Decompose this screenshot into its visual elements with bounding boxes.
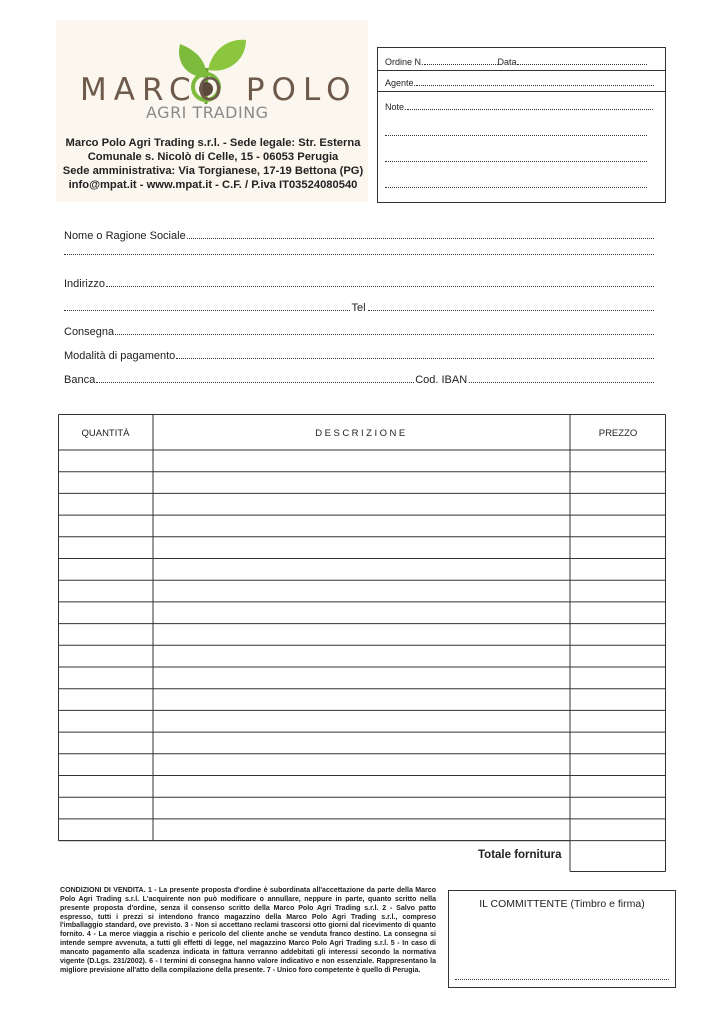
total-label: Totale fornitura — [478, 849, 562, 861]
column-header-description: DESCRIZIONE — [315, 428, 408, 439]
agent-row[interactable] — [378, 78, 665, 88]
address-tel-field[interactable] — [64, 302, 654, 314]
items-table-grid — [58, 414, 666, 872]
delivery-label: Consegna — [64, 326, 115, 338]
note-label: Note. — [385, 102, 407, 112]
signature-box[interactable] — [448, 890, 676, 988]
company-line: Marco Polo Agri Trading s.r.l. - Sede legale: Str. Esterna — [65, 137, 361, 149]
agent-label: Agente. — [385, 78, 417, 88]
payment-field[interactable] — [64, 350, 654, 362]
date-label: Data — [497, 57, 517, 67]
column-header-quantity: QUANTITÀ — [81, 428, 130, 439]
column-header-price: PREZZO — [598, 428, 638, 439]
company-line: Sede amministrativa: Via Torgianese, 17-19 Bettona (PG) — [62, 165, 364, 177]
payment-label: Modalità di pagamento — [64, 350, 176, 362]
signature-label: IL COMMITTENTE (Timbro e firma) — [479, 898, 645, 910]
name-field-continued[interactable] — [64, 254, 654, 258]
company-info — [62, 136, 364, 192]
note-line[interactable] — [378, 154, 665, 164]
order-number-label: Ordine N. — [385, 57, 424, 67]
note-row[interactable] — [378, 102, 665, 112]
company-line: Comunale s. Nicolò di Celle, 15 - 06053 Perugia — [87, 151, 339, 163]
note-line[interactable] — [378, 180, 665, 190]
logo-subtitle: AGRI TRADING — [146, 103, 269, 122]
address-label: Indirizzo — [64, 278, 105, 290]
bank-field[interactable] — [64, 374, 654, 386]
signature-line[interactable] — [455, 979, 669, 980]
order-box — [377, 47, 666, 203]
logo-wordmark: MARCO POLO — [80, 72, 358, 108]
tel-label: Tel — [351, 302, 366, 314]
name-label: Nome o Ragione Sociale — [64, 230, 186, 242]
company-line: info@mpat.it - www.mpat.it - C.F. / P.iva IT03524080540 — [68, 179, 358, 191]
delivery-field[interactable] — [64, 326, 654, 338]
order-number-row[interactable] — [378, 57, 665, 67]
iban-label: Cod. IBAN — [415, 374, 468, 386]
bank-label: Banca — [64, 374, 96, 386]
sales-conditions: CONDIZIONI DI VENDITA. 1 - La presente proposta d'ordine è subordinata all'accettazione da parte della Marco Polo Agri Trading s.r.l. L'acquirente non può modificare o annullare, neppure in parte, quanto scritto nella presente proposta d'ordine, senza il consenso scritto della Marco Polo Agri Trading s.r.l. 2 - Salvo patto espresso, tutti i prezzi si intendono franco magazzino della Marco Polo Agri Trading s.r.l., compreso l'imballaggio standard, ove previsto. 3 - Non si accettano reclami trascorsi otto giorni dal ricevimento di quanto fornito. 4 - La merce viaggia a rischio e pericolo del cliente anche se venduta franco destino. La consegna si intende sempre avvenuta, a tutti gli effetti di legge, nel magazzino Marco Polo Agri Trading s.r.l. 5 - In caso di mancato pagamento alla scadenza indicata in fattura verranno addebitati gli interessi secondo la normativa vigente (D.Lgs. 231/2002). 6 - I termini di consegna hanno valore indicativo e non essenziale. Rappresentano la migliore previsione all'atto della compilazione della presente. 7 - Unico foro competente è quello di Perugia. — [60, 887, 436, 974]
note-line[interactable] — [378, 128, 665, 138]
address-field[interactable] — [64, 278, 654, 290]
items-table — [58, 414, 666, 872]
name-field[interactable] — [64, 230, 654, 242]
